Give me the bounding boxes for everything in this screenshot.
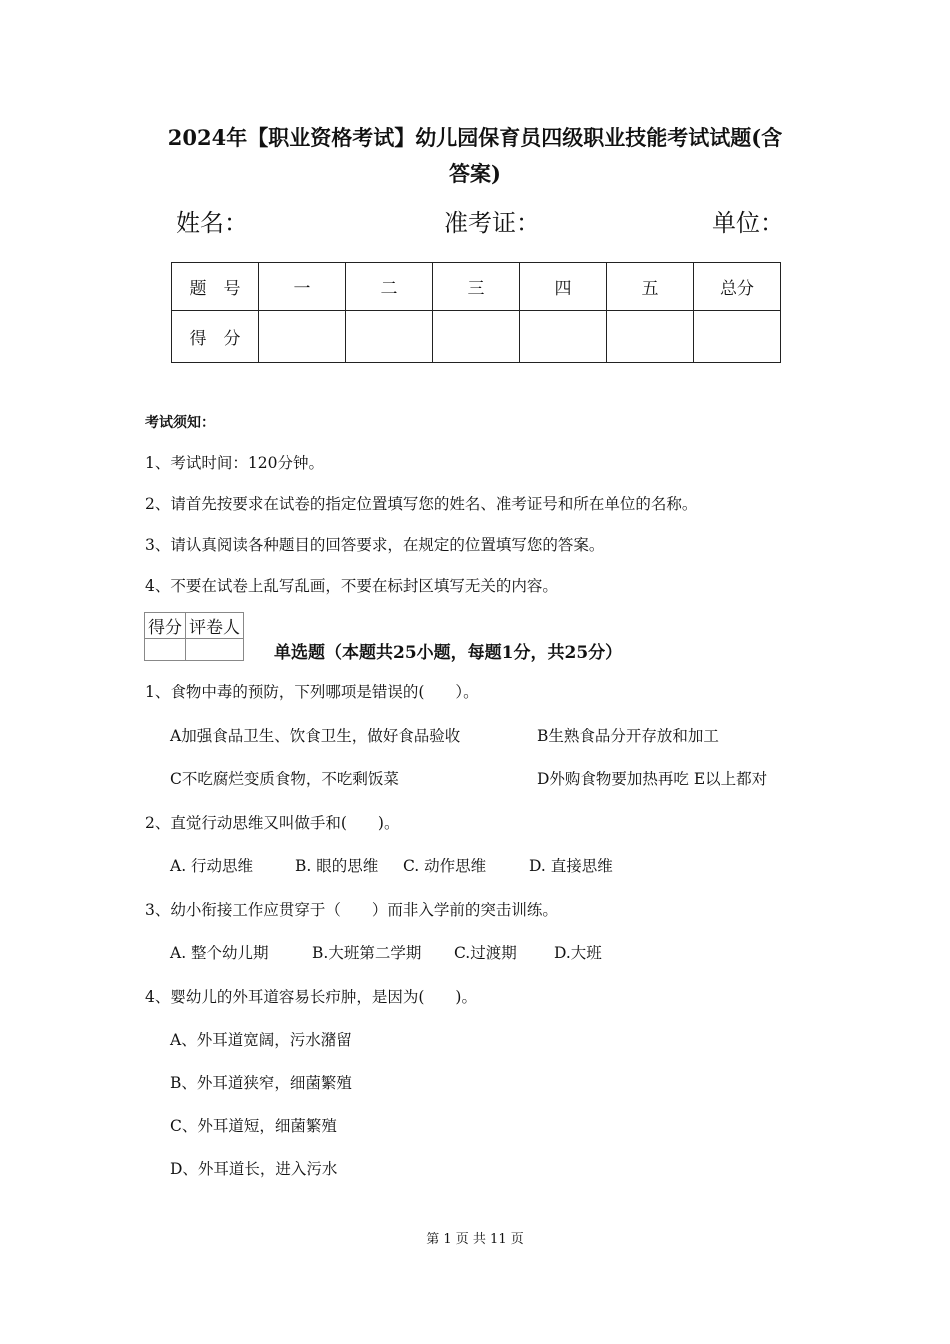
score-cell[interactable] <box>259 311 346 363</box>
question-stem: 4、婴幼儿的外耳道容易长疖肿，是因为( )。 <box>145 988 477 1006</box>
question-stem: 3、幼小衔接工作应贯穿于（ ）而非入学前的突击训练。 <box>145 901 558 919</box>
question-stem: 2、直觉行动思维又叫做手和( )。 <box>145 814 400 832</box>
score-header-cell: 一 <box>259 263 346 311</box>
question-option[interactable]: A、外耳道宽阔，污水潴留 <box>170 1031 352 1049</box>
score-table <box>171 262 781 363</box>
score-header-cell: 五 <box>607 263 694 311</box>
unit-label: 单位： <box>712 209 784 237</box>
note-item: 3、请认真阅读各种题目的回答要求，在规定的位置填写您的答案。 <box>145 536 605 554</box>
score-header-cell: 总分 <box>694 263 781 311</box>
score-cell[interactable] <box>346 311 433 363</box>
score-cell[interactable] <box>607 311 694 363</box>
grader-reviewer-label: 评卷人 <box>186 613 244 639</box>
question-option[interactable]: A加强食品卫生、饮食卫生，做好食品验收 <box>170 727 461 745</box>
score-header-cell: 二 <box>346 263 433 311</box>
question-option[interactable]: B生熟食品分开存放和加工 <box>537 727 719 745</box>
title-line-1: 2024年【职业资格考试】幼儿园保育员四级职业技能考试试题(含 <box>167 125 783 150</box>
note-item: 2、请首先按要求在试卷的指定位置填写您的姓名、准考证号和所在单位的名称。 <box>145 495 698 513</box>
score-cell[interactable] <box>433 311 520 363</box>
question-option[interactable]: C. 动作思维 <box>403 857 487 875</box>
exam-id-label: 准考证： <box>444 209 540 237</box>
name-label: 姓名： <box>176 209 248 237</box>
score-row-label: 得 分 <box>172 311 259 363</box>
notes-title: 考试须知： <box>145 415 215 431</box>
question-option[interactable]: B. 眼的思维 <box>295 857 379 875</box>
grader-box <box>144 612 244 661</box>
grader-score-label: 得分 <box>145 613 186 639</box>
question-option[interactable]: D. 直接思维 <box>529 857 613 875</box>
question-option[interactable]: B、外耳道狭窄，细菌繁殖 <box>170 1074 352 1092</box>
section-heading: 单选题（本题共25小题，每题1分，共25分） <box>274 643 623 663</box>
question-option[interactable]: A. 行动思维 <box>170 857 254 875</box>
score-cell[interactable] <box>694 311 781 363</box>
score-header-cell: 三 <box>433 263 520 311</box>
score-table-score-row <box>172 311 781 363</box>
score-table-header-row <box>172 263 781 311</box>
document-title <box>100 120 850 192</box>
question-option[interactable]: C.过渡期 <box>454 944 517 962</box>
question-option[interactable]: D外购食物要加热再吃 E以上都对 <box>537 770 768 788</box>
grader-reviewer-cell[interactable] <box>186 639 244 661</box>
question-option[interactable]: B.大班第二学期 <box>312 944 422 962</box>
score-header-cell: 四 <box>520 263 607 311</box>
page-footer: 第 1 页 共 11 页 <box>426 1232 524 1247</box>
question-option[interactable]: D.大班 <box>554 944 602 962</box>
note-item: 1、考试时间：120分钟。 <box>145 454 324 472</box>
note-item: 4、不要在试卷上乱写乱画，不要在标封区填写无关的内容。 <box>145 577 558 595</box>
title-line-2: 答案) <box>449 161 501 186</box>
grader-score-cell[interactable] <box>145 639 186 661</box>
question-option[interactable]: C不吃腐烂变质食物，不吃剩饭菜 <box>170 770 399 788</box>
score-cell[interactable] <box>520 311 607 363</box>
question-option[interactable]: D、外耳道长，进入污水 <box>170 1160 338 1178</box>
score-header-cell: 题 号 <box>172 263 259 311</box>
question-stem: 1、食物中毒的预防，下列哪项是错误的( ）。 <box>145 683 479 701</box>
question-option[interactable]: C、外耳道短，细菌繁殖 <box>170 1117 337 1135</box>
question-option[interactable]: A. 整个幼儿期 <box>170 944 269 962</box>
